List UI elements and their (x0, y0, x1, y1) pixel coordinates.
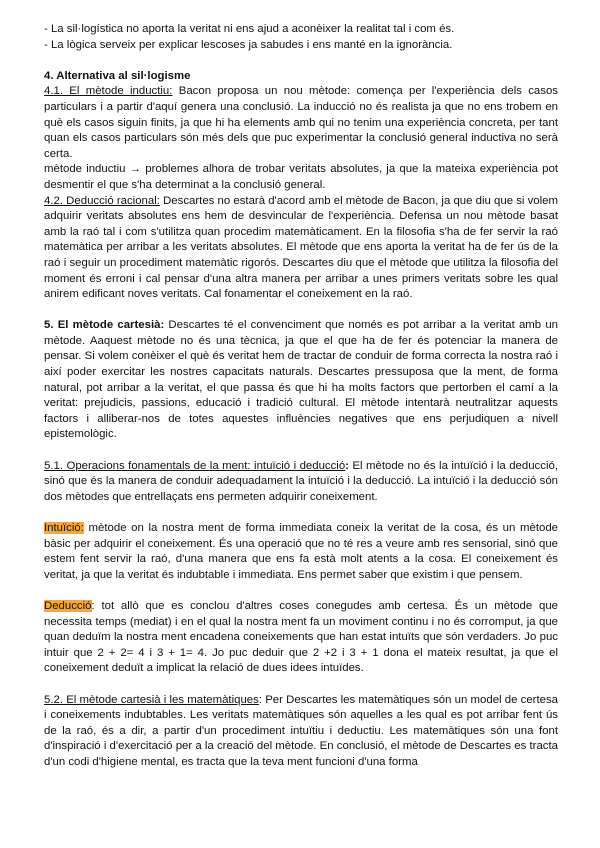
bullet-item: - La sil·logística no aporta la veritat ni ens ajud a aconèixer la realitat tal i com és. (44, 23, 455, 35)
section-5-2-text: : Per Descartes les matemàtiques són un model de certesa i coneixements indubtables. Les veritats matemàtiques són aquelles a les qual es pot arribar fent ús de la raó, és a dir, a partir d'un procediment intuïtiu i deductiu. Les matemàtiques són una font d'inspiració i d'exercitació per a la creació del mètode. En conclusió, el mètode de Descartes es tracta d'un codi d'higiene mental, es tracta que la teva ment funcioni d'una forma (44, 693, 558, 768)
section-5-1-text: El mètode no és la intuïció i la deducció, sinó que és la manera de conduir adequadament la intuïció i la deducció. La intuïció i la deducció són dos mètodes que entrellaçats ens permeten adquirir coneixement. (44, 459, 558, 503)
section-4-1-note: mètode inductiu → problemes alhora de trobar veritats absolutes, ja que la mateixa experiència pot desmentir el que s'ha determinat a la conclusió general. (44, 163, 558, 191)
section-4-1-text: Bacon proposa un nou mètode: comença per l'experiència dels casos particulars i a partir d'aquí genera una conclusió. La inducció no és realista ja que no ens trobem en què els casos siguin finits, ja que hi ha elements amb qui no tenim una experiència concreta, per tant quan els casos particulars són més dels que puc experimentar la conclusió general inductiva no serà certa. (44, 85, 558, 160)
deduccio-paragraph (44, 599, 558, 677)
section-4-1-title: 4.1. El mètode inductiu: (44, 85, 173, 98)
section-5-1-colon: : (345, 459, 349, 472)
section-4-heading: 4. Alternativa al sil·logisme (44, 69, 191, 82)
section-4-2-paragraph (44, 194, 558, 303)
deduccio-text: : tot allò que es conclou d'altres coses conegudes amb certesa. És un mètode que necessita temps (mediat) i en el qual la nostra ment fa un moviment continu i no és corromput, ja que quan deduïm la nostra ment encadena coneixements que han estat intuïts que són verdaders. Jo puc intuir que 2 + 2= 4 i 3 + 1= 4. Jo puc deduir que 2 +2 i 3 + 1 dona el mateix resultat, ja que el coneixement deduït a implicat la relació de dues idees intuïdes. (44, 599, 558, 675)
intuicio-paragraph (44, 521, 558, 583)
deduccio-term: Deducció (44, 599, 92, 612)
section-5-text: Descartes té el convenciment que només es pot arribar a la veritat amb un mètode. Aaquest mètode no és una tècnica, ja que el que ha de fer és potenciar la manera de pensar. Si volem conèixer el què és veritat hem de tractar de conduir de forma correcta la nostra raó i així poder exercitar les nostres capacitats naturals. Descartes pressuposa que la ment, de forma natural, pot arribar a la veritat, el que passa és que hi ha molts factors que pertorben el camí a la veritat: prejudicis, passions, educació i tradició cultural. El mètode intentarà neutralitzar aquests factors i alliberar-nos de totes aquestes influències negatives que ens perjudiquen a nivell epistemològic. (44, 319, 558, 441)
intuicio-text: mètode on la nostra ment de forma immediata coneix la veritat de la cosa, és un mètode bàsic per adquirir el coneixement. És una operació que no té res a veure amb res sensorial, sinó que estem fent servir la raó, d'una manera que ens fa està molt atents a la cosa. El coneixement és veritat, ja que la veritat és indubtable i immediata. Ens permet saber que existim i que pensem. (44, 522, 558, 581)
section-4-1-paragraph (44, 84, 558, 162)
section-4-2-text: Descartes no estarà d'acord amb el mètode de Bacon, ja que diu que si volem adquirir veritats absolutes ens hem de desvincular de l'experiència. Defensa un nou mètode basat amb la raó tal i com s'utilitza quan procedim matemàticament. En la filosofia s'ha de fer servir la raó matemàtica per arribar a les veritats absolutes. El mètode que ens aporta la veritat ha de fer ús de la raó i seguir un procediment matemàtic rigorós. Descartes diu que el mètode que utilitza la filosofia del moment és erroni i cal pensar d'una altra manera per arribar a unes primers veritats sobre les qual anirem edificant noves veritats. Cal fonamentar el coneixement en la raó. (44, 194, 558, 301)
section-5-1-paragraph (44, 459, 558, 506)
document-page (44, 22, 558, 771)
section-5-2-paragraph (44, 693, 558, 771)
section-4-2-title: 4.2. Deducció racional: (44, 194, 160, 207)
section-5-heading: 5. El mètode cartesià: (44, 319, 165, 332)
section-5-2-title: 5.2. El mètode cartesià i les matemàtiques (44, 693, 259, 706)
bullet-item: - La lògica serveix per explicar lescoses ja sabudes i ens manté en la ignorància. (44, 38, 453, 51)
section-5-paragraph (44, 318, 558, 443)
section-5-1-title: 5.1. Operacions fonamentals de la ment: intuïció i deducció (44, 459, 346, 472)
intuicio-term: Intuïció: (44, 522, 84, 534)
